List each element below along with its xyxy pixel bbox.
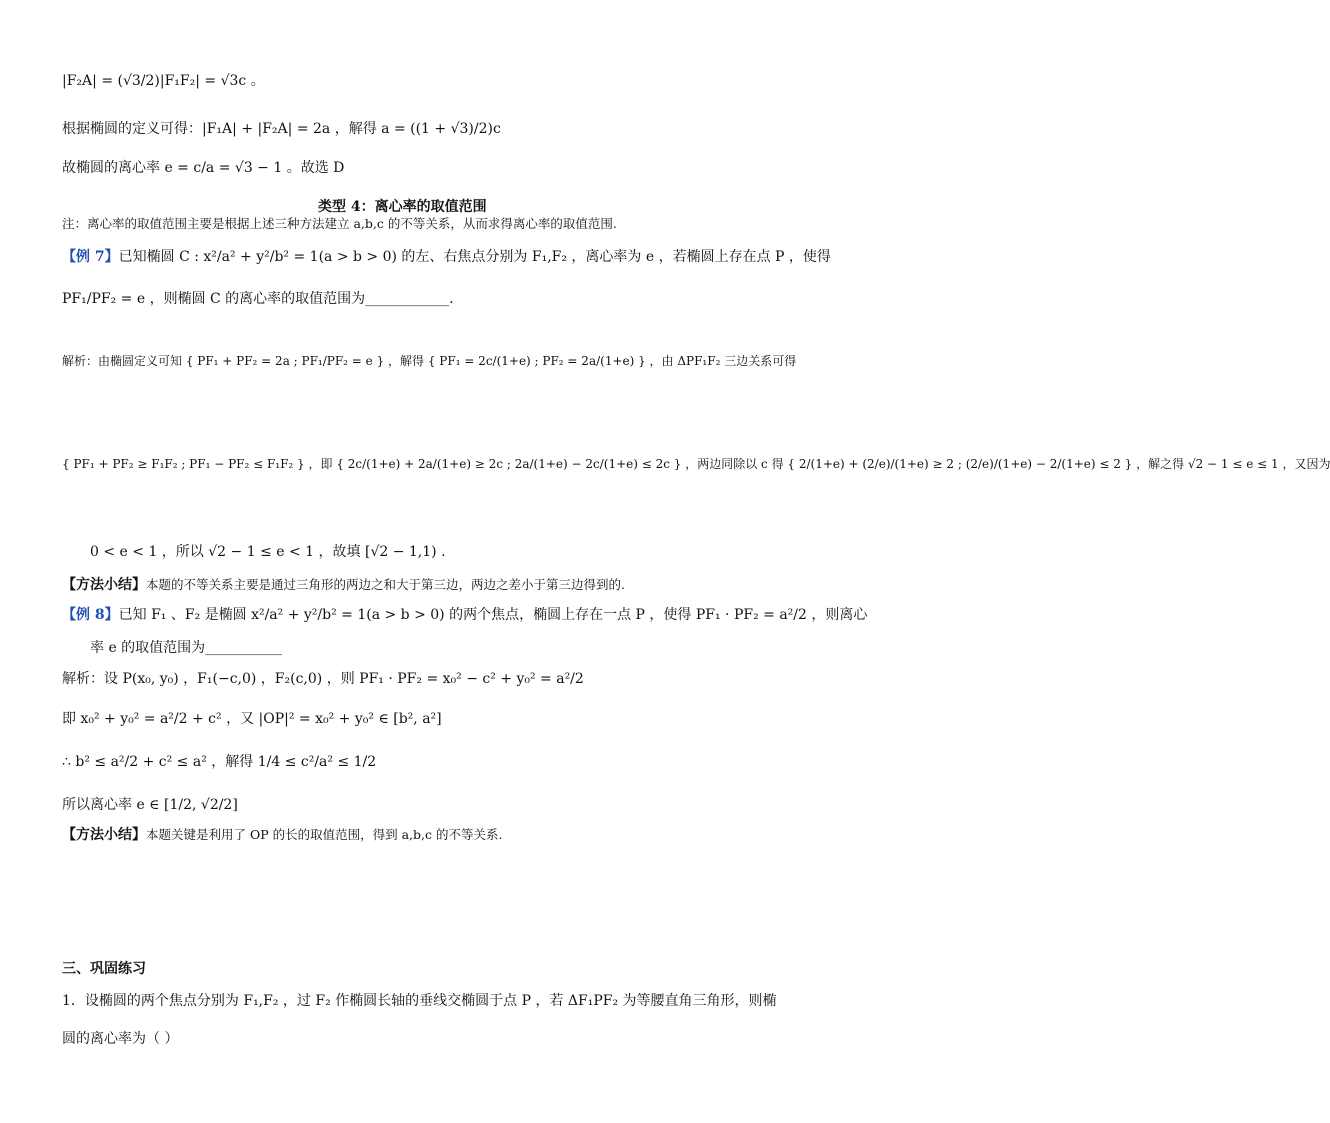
summary-7-tag: 【方法小结】 (62, 577, 146, 593)
summary-8-text: 本题关键是利用了 OP 的长的取值范围，得到 a,b,c 的不等关系. (146, 827, 503, 842)
solution-8-line-2: 即 x₀² + y₀² = a²/2 + c² ，又 |OP|² = x₀² + y₀² ∈ [b², a²] (62, 711, 442, 727)
summary-8 (62, 828, 502, 842)
solution-8-line-3: ∴ b² ≤ a²/2 + c² ≤ a² ，解得 1/4 ≤ c²/a² ≤ 1/2 (62, 754, 377, 770)
solution-7-line-3: 0 < e < 1 ，所以 √2 − 1 ≤ e < 1 ，故填 [√2 − 1,1) . (90, 544, 446, 560)
example-7-line-1 (62, 250, 831, 264)
example-7-tag: 【例 7】 (62, 249, 119, 265)
line-eccentricity: 故椭圆的离心率 e = c/a = √3 − 1 。故选 D (62, 160, 345, 176)
example-7-line-2: PF₁/PF₂ = e ，则椭圆 C 的离心率的取值范围为____________. (62, 291, 454, 307)
summary-7-text: 本题的不等关系主要是通过三角形的两边之和大于第三边，两边之差小于第三边得到的. (146, 577, 625, 592)
solution-7-line-2: { PF₁ + PF₂ ≥ F₁F₂ ; PF₁ − PF₂ ≤ F₁F₂ } ，即 { 2c/(1+e) + 2a/(1+e) ≥ 2c ; 2a/(1+e) − 2c/(1+e) ≤ 2c } ，两边同除以 c 得 { 2/(1+e) + (2/e)/(1+e) ≥ 2 ; (2/e)/(1+e) − 2/(1+e) ≤ 2 } ，解之得 √2 − 1 ≤ e ≤ 1 ，又因为 (62, 457, 1330, 471)
example-7-text: 已知椭圆 C : x²/a² + y²/b² = 1(a > b > 0) 的左、右焦点分别为 F₁,F₂ ，离心率为 e ，若椭圆上存在点 P ，使得 (118, 249, 831, 265)
solution-8-line-4: 所以离心率 e ∈ [1/2, √2/2] (62, 797, 238, 813)
solution-7-line-1: 解析：由椭圆定义可知 { PF₁ + PF₂ = 2a ; PF₁/PF₂ = e } ，解得 { PF₁ = 2c/(1+e) ; PF₂ = 2a/(1+e) } ，由 ΔPF₁F₂ 三边关系可得 (62, 354, 797, 368)
line-f2a: |F₂A| = (√3/2)|F₁F₂| = √3c 。 (62, 73, 265, 89)
example-8-line-2: 率 e 的取值范围为___________ (90, 640, 283, 656)
example-8-text: 已知 F₁ 、F₂ 是椭圆 x²/a² + y²/b² = 1(a > b > 0) 的两个焦点，椭圆上存在一点 P ，使得 PF₁ · PF₂ = a²/2 ，则离心 (118, 607, 868, 623)
summary-7 (62, 578, 625, 592)
note-line: 注：离心率的取值范围主要是根据上述三种方法建立 a,b,c 的不等关系，从而求得离心率的取值范围. (62, 216, 617, 231)
practice-q1-line-1: 1．设椭圆的两个焦点分别为 F₁,F₂ ，过 F₂ 作椭圆长轴的垂线交椭圆于点 P ，若 ΔF₁PF₂ 为等腰直角三角形，则椭 (62, 993, 777, 1009)
example-8-line-1 (62, 608, 867, 622)
solution-8-line-1: 解析：设 P(x₀, y₀) ，F₁(−c,0) ，F₂(c,0) ，则 PF₁ · PF₂ = x₀² − c² + y₀² = a²/2 (62, 671, 584, 687)
practice-heading: 三、巩固练习 (62, 961, 146, 977)
practice-q1-line-2: 圆的离心率为（ ） (62, 1031, 179, 1047)
line-ellipse-def: 根据椭圆的定义可得：|F₁A| + |F₂A| = 2a ，解得 a = ((1 + √3)/2)c (62, 121, 501, 137)
summary-8-tag: 【方法小结】 (62, 827, 146, 843)
example-8-tag: 【例 8】 (62, 607, 119, 623)
section-heading: 类型 4：离心率的取值范围 (318, 199, 487, 215)
